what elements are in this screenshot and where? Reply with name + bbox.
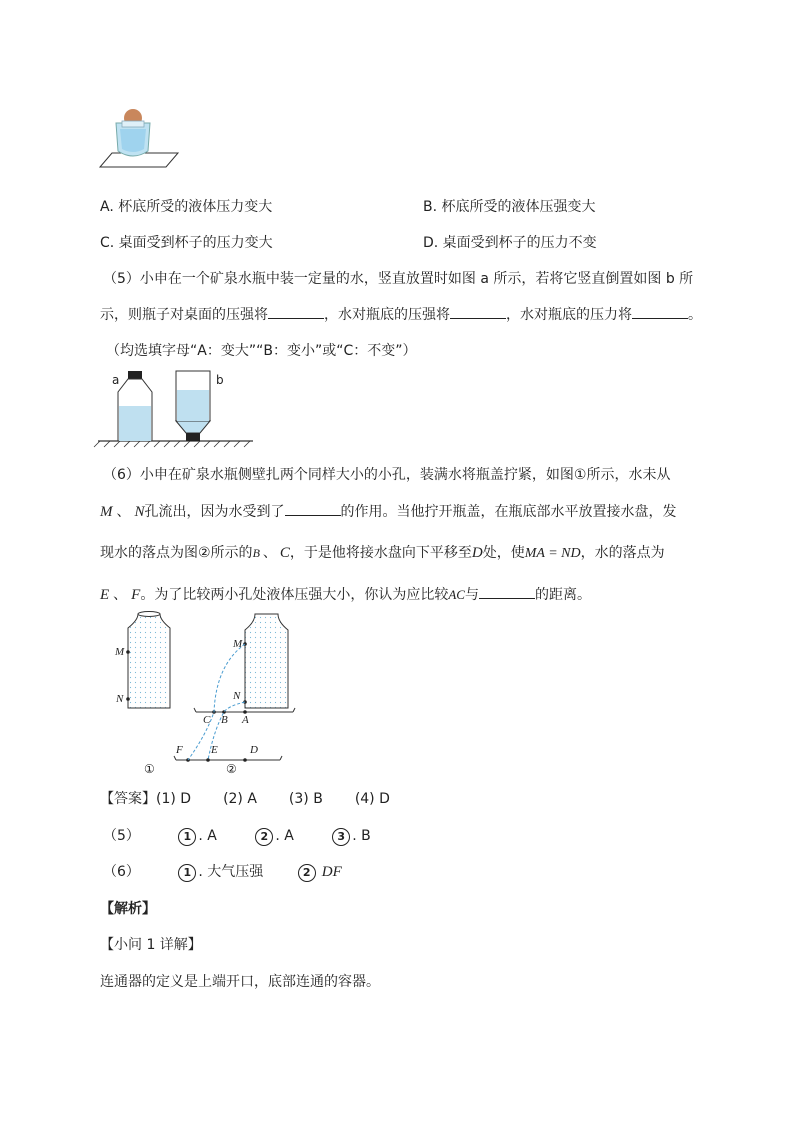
analysis-sub-label: 【小问 1 详解】 [100,937,202,953]
var-f: F [131,587,141,603]
answer-label: 【答案】 [100,791,156,807]
q6-line1: （6）小申在矿泉水瓶侧壁扎两个同样大小的小孔，装满水将瓶盖拧紧，如图①所示，水未从 [103,467,671,483]
fig-label-m2: M [233,638,243,650]
fig-label-n2: N [233,690,241,702]
var-m: M [100,504,113,520]
answer-row5 [103,825,371,846]
fig-label-m1: M [115,646,125,658]
var-d: D [471,545,483,561]
q6-line3 [100,542,665,562]
circled-number: 3 [332,828,350,846]
answer-value: . A [275,828,294,844]
q6-text: 与 [464,587,479,603]
q6-line4 [100,584,591,604]
inverted-cup-figure [100,105,180,175]
answer-value: . B [352,828,371,844]
answer-row6-label: （6） [103,864,140,880]
var-ac: AC [448,587,465,602]
sep: 、 [113,587,128,603]
q6-text: 的作用。当他拧开瓶盖，在瓶底部水平放置接水盘，发 [340,504,677,520]
q5-line3: （均选填字母“A：变大”“B：变小”或“C：不变”） [106,343,417,359]
answer-value: . 大气压强 [198,864,264,880]
answer-item: (2) A [223,791,257,807]
q5-text-c: ，水对瓶底的压力将 [506,307,632,323]
circled-number: 2 [255,828,273,846]
fig-caption-2: ② [226,762,237,776]
fig-label-d: D [250,744,258,756]
var-e: E [100,587,110,603]
circled-number: 2 [298,864,316,882]
fig-label-b: B [221,714,228,726]
sep: 、 [262,545,277,561]
answer-row5-label: （5） [103,828,140,844]
fig-label-a: a [112,373,120,387]
fig-label-a: A [242,714,249,726]
answer-blank[interactable] [479,586,535,599]
var-n: N [134,504,145,520]
answer-blank[interactable] [450,306,506,319]
option-a: A. 杯底所受的液体压力变大 [100,199,273,215]
q5-line1: （5）小申在一个矿泉水瓶中装一定量的水，竖直放置时如图 a 所示，若将它竖直倒置如图 b 所 [103,271,694,287]
var-c: C [279,545,290,561]
circled-number: 1 [178,828,196,846]
analysis-text: 连通器的定义是上端开口，底部连通的容器。 [100,974,380,990]
q5-text-b: ，水对瓶底的压强将 [324,307,450,323]
answer-row1 [100,788,390,808]
option-d: D. 桌面受到杯子的压力不变 [423,235,597,251]
bottles-figure [98,366,258,446]
fig-caption-1: ① [144,762,155,776]
q6-text: 处，使 [482,545,525,561]
circled-number: 1 [178,864,196,882]
analysis-label: 【解析】 [100,901,156,917]
fig-label-c: C [203,714,211,726]
answer-blank[interactable] [285,503,341,516]
fig-label-f: F [176,744,183,756]
answer-item: (1) D [156,791,192,807]
q6-text: 孔流出，因为水受到了 [144,504,285,520]
answer-blank[interactable] [632,306,688,319]
fig-label-e: E [211,744,218,756]
answer-item: (3) B [288,791,323,807]
answer-value: . A [198,828,217,844]
q6-line2 [100,501,677,521]
option-c: C. 桌面受到杯子的压力变大 [100,235,273,251]
q6-text: ，水的落点为 [580,545,665,561]
q6-text: 。为了比较两小孔处液体压强大小，你认为应比较 [140,587,449,603]
option-b: B. 杯底所受的液体压强变大 [423,199,596,215]
fig-label-n1: N [116,693,124,705]
q6-text: 的距离。 [534,587,591,603]
answer-value: DF [321,864,342,880]
water-jet-figure [108,610,308,780]
answer-blank[interactable] [268,306,324,319]
q5-text-end: 。 [688,307,702,323]
answer-row6 [103,861,342,882]
equation-ma-nd: MA = ND [524,546,581,561]
q5-line2 [100,304,702,324]
q5-text-a: 示，则瓶子对桌面的压强将 [100,307,268,323]
sep: 、 [116,504,131,520]
q6-text: ，于是他将接水盘向下平移至 [289,545,472,561]
var-b: B [252,546,260,560]
fig-label-b: b [216,373,224,387]
answer-item: (4) D [354,791,390,807]
q6-text: 现水的落点为图②所示的 [100,545,253,561]
